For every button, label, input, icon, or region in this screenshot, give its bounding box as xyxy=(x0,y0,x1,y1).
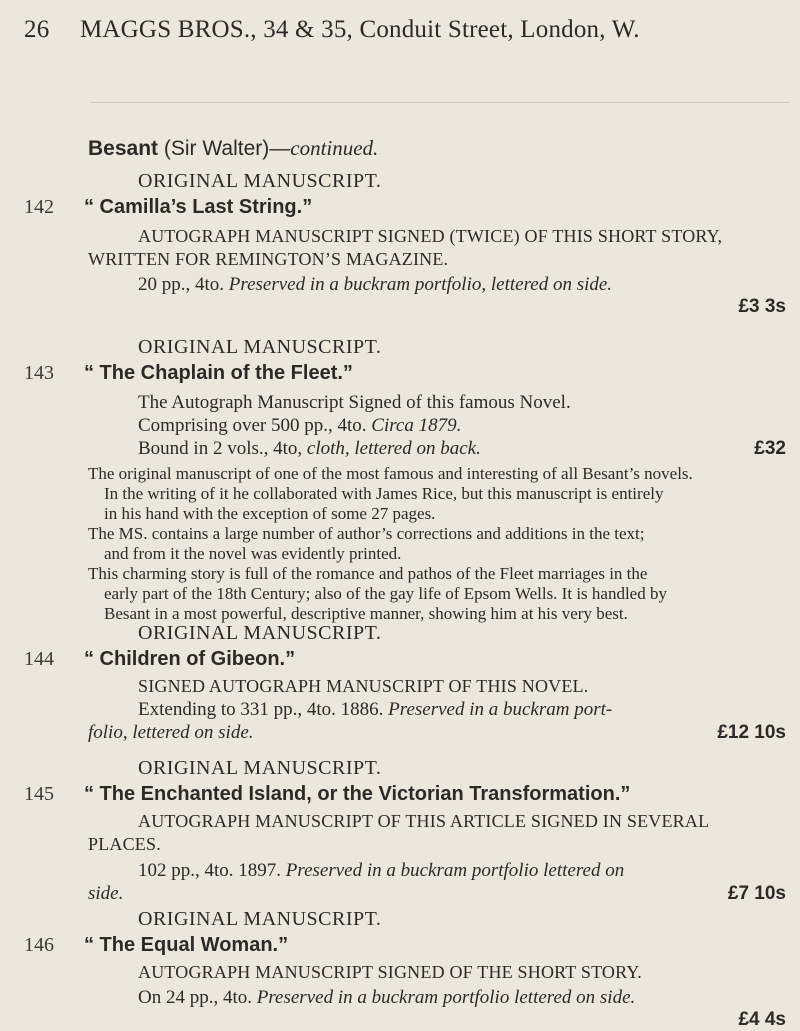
lot-line: AUTOGRAPH MANUSCRIPT SIGNED (TWICE) OF THIS SHORT STORY, xyxy=(138,226,723,246)
lot-title: “ The Enchanted Island, or the Victorian Transformation.” xyxy=(84,783,631,805)
lot-title-row xyxy=(24,934,794,957)
lot-143 xyxy=(24,334,794,624)
lot-title: “ Camilla’s Last String.” xyxy=(84,196,313,218)
lot-line: AUTOGRAPH MANUSCRIPT SIGNED OF THE SHORT STORY. xyxy=(138,962,642,982)
running-head xyxy=(24,16,784,44)
price-row xyxy=(24,296,794,318)
lot-line: The Autograph Manuscript Signed of this famous Novel. xyxy=(138,392,571,413)
lot-title-row xyxy=(24,783,794,806)
lot-number: 145 xyxy=(24,783,54,805)
lot-144 xyxy=(24,620,794,744)
price-row xyxy=(24,1009,794,1031)
lot-price: £3 3s xyxy=(738,296,786,317)
lot-number: 143 xyxy=(24,362,54,384)
lot-label: ORIGINAL MANUSCRIPT. xyxy=(138,336,382,358)
lot-line: PLACES. xyxy=(88,834,161,854)
publisher-line: MAGGS BROS., 34 & 35, Conduit Street, London, W. xyxy=(80,16,640,43)
lot-title: “ Children of Gibeon.” xyxy=(84,648,296,670)
continued-note: continued. xyxy=(290,136,379,160)
lot-line: AUTOGRAPH MANUSCRIPT OF THIS ARTICLE SIGNED IN SEVERAL xyxy=(138,811,710,831)
author-heading xyxy=(88,136,378,161)
lot-title: “ The Chaplain of the Fleet.” xyxy=(84,362,353,384)
lot-label: ORIGINAL MANUSCRIPT. xyxy=(138,908,382,930)
lot-price: £4 4s xyxy=(738,1009,786,1030)
lot-label: ORIGINAL MANUSCRIPT. xyxy=(138,170,382,192)
description-paragraph: The MS. contains a large number of author’s corrections and additions in the text; and from it the novel was evidently printed. xyxy=(88,524,645,563)
lot-description: 20 pp., 4to. Preserved in a buckram portfolio, lettered on side. xyxy=(138,274,613,295)
lot-142 xyxy=(24,168,794,318)
lot-number: 146 xyxy=(24,934,54,956)
lot-price: £7 10s xyxy=(727,883,786,904)
page-number: 26 xyxy=(24,16,50,43)
lot-label: ORIGINAL MANUSCRIPT. xyxy=(138,622,382,644)
lot-price: £32 xyxy=(754,438,786,459)
lot-title-row xyxy=(24,648,794,671)
lot-title-row xyxy=(24,362,794,385)
lot-line: Bound in 2 vols., 4to, cloth, lettered on back. £32 xyxy=(138,438,786,459)
binding-note: Preserved in a buckram portfolio, lettered on side. xyxy=(228,274,613,295)
lot-line: Comprising over 500 pp., 4to. Circa 1879. xyxy=(138,415,462,436)
lot-price: £12 10s xyxy=(717,722,786,743)
lot-line: WRITTEN FOR REMINGTON’S MAGAZINE. xyxy=(88,249,449,269)
lot-number: 142 xyxy=(24,196,54,218)
description-paragraph: The original manuscript of one of the most famous and interesting of all Besant’s novels. In the writing of it he collaborated with James Rice, but this manuscript is entirely in his hand with the exception of some 27 pages. xyxy=(88,464,693,523)
description-paragraph: This charming story is full of the romance and pathos of the Fleet marriages in the early part of the 18th Century; also of the gay life of Epsom Wells. It is handled by Besant in a most powerful, descriptive manner, showing him at his very best. xyxy=(88,564,667,623)
lot-145 xyxy=(24,755,794,905)
author-full-name: (Sir Walter)— xyxy=(158,137,291,160)
lot-line: folio, lettered on side. £12 10s xyxy=(88,722,786,743)
lot-line: 102 pp., 4to. 1897. Preserved in a buckram portfolio lettered on xyxy=(138,860,625,881)
lot-line: On 24 pp., 4to. Preserved in a buckram portfolio lettered on side. xyxy=(138,987,636,1008)
lot-title: “ The Equal Woman.” xyxy=(84,934,289,956)
lot-number: 144 xyxy=(24,648,54,670)
lot-label: ORIGINAL MANUSCRIPT. xyxy=(138,757,382,779)
lot-line: SIGNED AUTOGRAPH MANUSCRIPT OF THIS NOVEL. xyxy=(138,676,589,696)
lot-146 xyxy=(24,906,794,1031)
header-rule xyxy=(90,102,790,103)
lot-line: side. £7 10s xyxy=(88,883,786,904)
lot-line: Extending to 331 pp., 4to. 1886. Preserved in a buckram port- xyxy=(138,699,613,720)
lot-title-row xyxy=(24,196,794,219)
author-name: Besant xyxy=(88,137,159,160)
